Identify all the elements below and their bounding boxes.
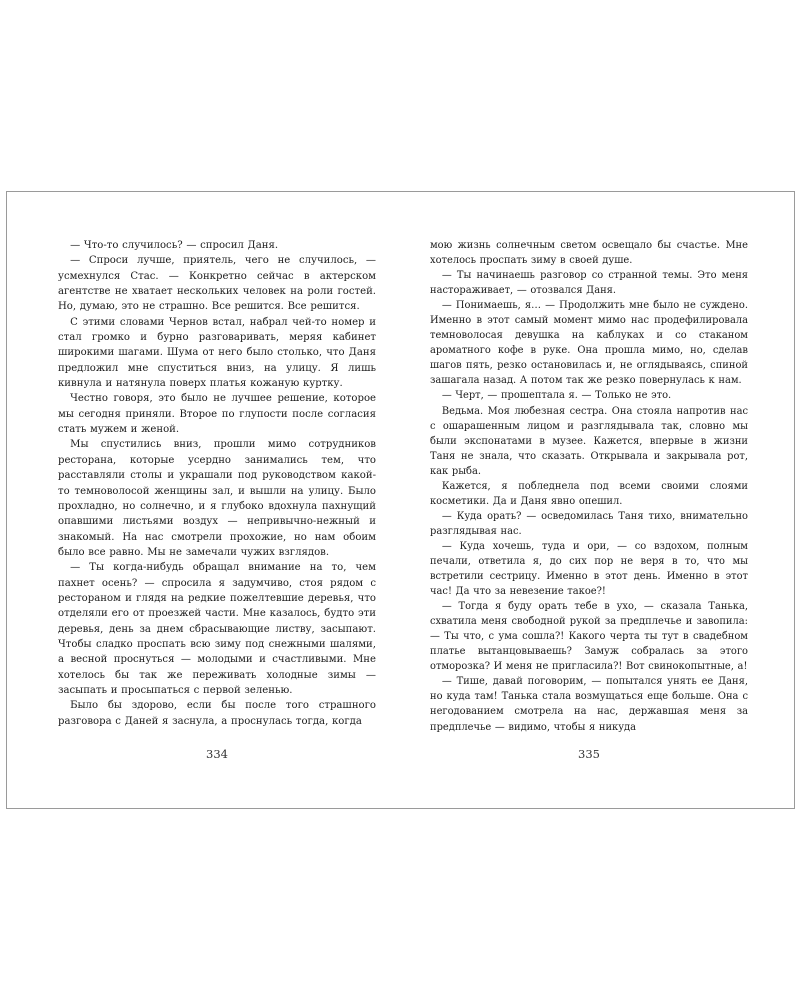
paragraph: — Куда хочешь, туда и ори, — со вздохом, полным печали, ответила я, до сих пор не веря в то, что мы встретили сестрицу. Именно в этот день. Именно в этот час! Да что за невезение такое?! — [430, 540, 748, 598]
paragraph: — Ты когда-нибудь обращал внимание на то, чем пахнет осень? — спросила я задумчиво, стоя рядом с рестораном и глядя на редкие пожелтевшие деревья, что отделяли его от проезжей части. Мне казалось, будто эти деревья, день за днем сбрасывающие листву, засыпают. Чтобы сладко проспать всю зиму под снежными шалями, а весной проснуться — молодыми и счастливыми. Мне хотелось бы так же переживать холодные зимы — засыпать и просыпаться с первой зеленью. — [58, 562, 376, 696]
paragraph: — Понимаешь, я… — Продолжить мне было не суждено. Именно в этот самый момент мимо нас продефилировала темноволосая девушка на каблуках и со стаканом ароматного кофе в руке. Она прошла мимо, но, сделав шагов пять, резко остановилась и, не оглядываясь, спиной зашагала назад. А потом так же резко повернулась к нам. — [430, 300, 748, 387]
book-spread — [6, 191, 795, 809]
paragraph: мою жизнь солнечным светом освещало бы счастье. Мне хотелось проспать зиму в своей душе. — [430, 240, 748, 267]
paragraph: С этими словами Чернов встал, набрал чей-то номер и стал громко и бурно разговаривать, меряя кабинет широкими шагами. Шума от него было столько, что Даня предложил мне спуститься вниз, на улицу. Я лишь кивнула и натянула поверх платья кожаную куртку. — [58, 316, 376, 390]
paragraph: Кажется, я побледнела под всеми своими слоями косметики. Да и Даня явно опешил. — [430, 480, 748, 507]
paragraph: — Тише, давай поговорим, — попытался унять ее Даня, но куда там! Танька стала возмущаться еще больше. Она с негодованием смотрела на нас, державшая меня за предплечье — видимо, чтобы я никуда — [430, 676, 748, 733]
paragraph: — Тогда я буду орать тебе в ухо, — сказала Танька, схватила меня свободной рукой за предплечье и завопила: — Ты что, с ума сошла?! Какого черта ты тут в свадебном платье вытанцовываешь? Замуж собралась за этого отморозка? И меня не пригласила?! Вот свинокопытные, а! — [430, 601, 748, 673]
paragraph: — Ты начинаешь разговор со странной темы. Это меня настораживает, — отозвался Даня. — [430, 270, 748, 297]
paragraph: Было бы здорово, если бы после того страшного разговора с Даней я заснула, а проснулась тогда, когда — [58, 700, 376, 727]
page-number-right: 335 — [578, 747, 600, 761]
paragraph: — Спроси лучше, приятель, чего не случилось, — усмехнулся Стас. — Конкретно сейчас в актерском агентстве не хватает нескольких человек на роли гостей. Но, думаю, это не страшно. Все решится. Все решится. — [58, 255, 376, 313]
paragraph: Мы спустились вниз, прошли мимо сотрудников ресторана, которые усердно занимались тем, что расставляли столы и украшали под руководством какой-то темноволосой женщины зал, и вышли на улицу. Было прохладно, но солнечно, и я глубоко вдохнула пахнущий опавшими листьями воздух — непривычно-нежный и знакомый. На нас смотрели прохожие, но нам обоим было все равно. Мы не замечали чужих взглядов. — [58, 439, 376, 558]
left-page-text — [58, 238, 376, 729]
paragraph: — Что-то случилось? — спросил Даня. — [70, 240, 279, 251]
paragraph: — Куда орать? — осведомилась Таня тихо, внимательно разглядывая нас. — [430, 510, 748, 537]
right-page-text — [430, 238, 748, 735]
page-number-left: 334 — [206, 747, 228, 761]
paragraph: Ведьма. Моя любезная сестра. Она стояла напротив нас с ошарашенным лицом и разглядывала так, словно мы были экспонатами в музее. Кажется, впервые в жизни Таня не знала, что сказать. Открывала и закрывала рот, как рыба. — [430, 405, 748, 477]
paragraph: — Черт, — прошептала я. — Только не это. — [441, 390, 672, 402]
paragraph: Честно говоря, это было не лучшее решение, которое мы сегодня приняли. Второе по глупости после согласия стать мужем и женой. — [58, 393, 376, 436]
